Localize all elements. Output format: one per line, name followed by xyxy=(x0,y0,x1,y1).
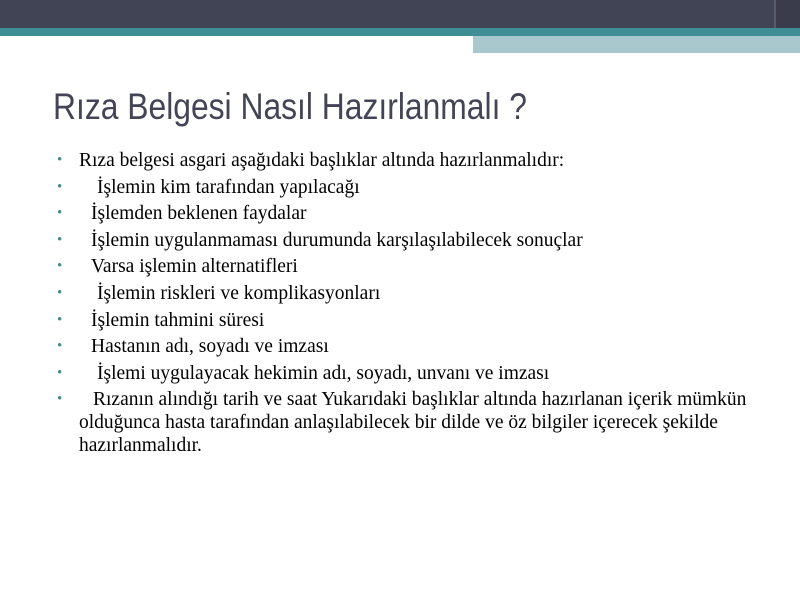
bullet-dot-icon: • xyxy=(57,152,63,168)
bullet-dot-icon: • xyxy=(57,205,63,222)
bullet-text: Hastanın adı, soyadı ve imzası xyxy=(91,336,329,358)
bullet-dot-icon: • xyxy=(57,284,63,301)
slide-title: Rıza Belgesi Nasıl Hazırlanmalı ? xyxy=(53,86,527,127)
bullet-dot-icon: • xyxy=(57,338,63,355)
bullet-text: Rıza belgesi asgari aşağıdaki başlıklar altında hazırlanmalıdır: xyxy=(79,150,565,171)
accent-line xyxy=(0,28,800,36)
bullet-text: Rızanın alındığı tarih ve saat Yukarıdaki başlıklar altında hazırlanan içerik mümkün olduğunca hasta tarafından anlaşılabilecek bir dilde ve öz bilgiler içerecek şekilde hazırlanmalıdır. xyxy=(79,389,747,457)
bullet-dot-icon: • xyxy=(57,258,63,275)
bullet-text: İşlemin uygulanmaması durumunda karşılaşılabilecek sonuçlar xyxy=(91,229,583,251)
bullet-text: İşlemden beklenen faydalar xyxy=(91,203,307,225)
bullet-item xyxy=(57,255,757,278)
bullet-text: Varsa işlemin alternatifleri xyxy=(91,256,298,278)
bullet-item xyxy=(57,149,757,172)
bullet-item xyxy=(57,388,757,457)
bullet-item xyxy=(57,362,757,385)
bullet-item xyxy=(57,335,757,358)
accent-block xyxy=(473,36,800,53)
bullet-text: İşlemin tahmini süresi xyxy=(91,309,265,331)
header-corner-block xyxy=(774,0,800,28)
bullet-dot-icon: • xyxy=(57,231,63,248)
bullet-item xyxy=(57,202,757,225)
bullet-dot-icon: • xyxy=(57,178,63,195)
header-band xyxy=(0,0,800,28)
bullet-item xyxy=(57,229,757,252)
bullet-item xyxy=(57,282,757,305)
bullet-text: İşlemin kim tarafından yapılacağı xyxy=(97,176,360,198)
bullet-item xyxy=(57,176,757,199)
bullet-dot-icon: • xyxy=(57,391,63,408)
bullet-text: İşlemin riskleri ve komplikasyonları xyxy=(97,282,381,304)
bullet-list xyxy=(57,149,757,461)
bullet-text: İşlemi uygulayacak hekimin adı, soyadı, unvanı ve imzası xyxy=(97,362,550,384)
bullet-dot-icon: • xyxy=(57,364,63,381)
bullet-dot-icon: • xyxy=(57,311,63,328)
bullet-item xyxy=(57,309,757,332)
